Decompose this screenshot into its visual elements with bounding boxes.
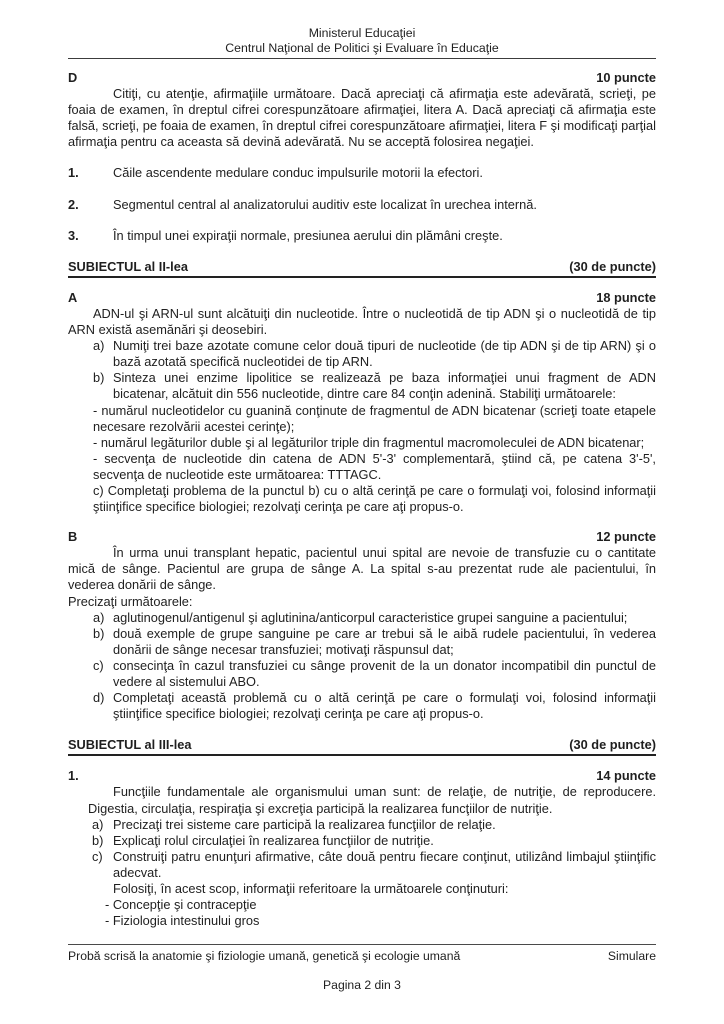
task-marker: d) <box>93 690 105 706</box>
task-text: două exemple de grupe sanguine pe care ar trebui să le aibă rudele pacientului, în vederea donării de sânge necesar transfuziei; motivaţi răspunsul dat; <box>113 625 656 657</box>
part-a-points: 18 puncte <box>596 289 656 305</box>
part-a-requirement-2: - numărul legăturilor duble şi al legăturilor triple din fragmentul macromoleculei de ADN bicatenar; <box>93 434 645 450</box>
task-marker: c) <box>93 657 104 673</box>
center-name: Centrul Naţional de Politici şi Evaluare în Educaţie <box>225 40 499 55</box>
task-marker: a) <box>93 609 105 625</box>
task-text: Construiţi patru enunţuri afirmative, câte două pentru fiecare conţinut, utilizând limbajul ştiinţific adecvat. <box>113 848 656 880</box>
question-1-task-b <box>88 833 656 849</box>
task-text: Precizaţi trei sisteme care participă la realizarea funcţiilor de relaţie. <box>113 816 496 832</box>
part-a-task-b <box>68 370 656 402</box>
part-b-intro: În urma unui transplant hepatic, pacientul unui spital are nevoie de transfuzie cu o cantitate mică de sânge. Pacientul are grupa de sânge A. La spital s-au prezentat rude ale pacientului, în vederea donării de sânge. <box>68 545 656 593</box>
section-d-intro: Citiţi, cu atenţie, afirmaţiile următoare. Dacă apreciaţi că afirmaţia este adevărată, scrieţi, pe foaia de examen, în dreptul cifrei corespunzătoare afirmaţiei, litera A. Dacă apreciaţi că afirmaţia este falsă, scrieţi, pe foaia de examen, în dreptul cifrei corespunzătoare afirmaţiei, litera F şi modificaţi parţial afirmaţia pentru ca aceasta să devină adevărată. Nu se acceptă folosirea negaţiei. <box>68 86 656 150</box>
question-1-instruction: Folosiţi, în acest scop, informaţii referitoare la următoarele conţinuturi: <box>113 881 509 897</box>
question-1-task-a <box>88 817 656 833</box>
statement-number: 3. <box>68 227 79 243</box>
subject2-title: SUBIECTUL al II-lea <box>68 258 188 274</box>
statement-item-2 <box>68 197 656 213</box>
task-text: Numiţi trei baze azotate comune celor două tipuri de nucleotide (de tip ADN şi de tip ARN) şi o bază azotată specifică nucleotidei de tip ARN. <box>113 338 656 370</box>
ministry-name: Ministerul Educaţiei <box>308 26 416 40</box>
part-b-points: 12 puncte <box>596 529 656 545</box>
part-a-requirement-1: - numărul nucleotidelor cu guanină conţinute de fragmentul de ADN bicatenar (scrieţi toate etapele necesare rezolvării acestei cerinţe); <box>93 402 656 434</box>
question-1-points: 14 puncte <box>596 768 656 784</box>
section-d-label: D <box>68 70 78 85</box>
task-text: consecinţa în cazul transfuziei cu sânge provenit de la un donator incompatibil din punctul de vedere al sistemului ABO. <box>113 657 656 689</box>
task-marker: b) <box>93 370 105 386</box>
statement-item-3 <box>68 228 656 244</box>
task-marker: c) <box>92 848 103 864</box>
subject3-points: (30 de puncte) <box>569 737 656 753</box>
task-marker: b) <box>93 625 105 641</box>
document-header <box>68 0 656 59</box>
part-a-task-c: c) Completaţi problema de la punctul b) cu o altă cerinţă pe care o formulaţi voi, folosind informaţii ştiinţifice specifice biologiei; rezolvaţi cerinţa pe care aţi propus-o. <box>93 482 656 515</box>
content-topic-2: - Fiziologia intestinului gros <box>105 913 260 929</box>
task-marker: a) <box>92 816 104 832</box>
statement-text: Segmentul central al analizatorului auditiv este localizat în urechea internă. <box>113 196 537 212</box>
subject2-heading <box>68 259 656 278</box>
section-d-points: 10 puncte <box>596 70 656 85</box>
part-b-task-c <box>68 658 656 690</box>
task-text: Completaţi această problemă cu o altă cerinţă pe care o formulaţi voi, folosind informaţii ştiinţifice specifice biologiei; rezolvaţi cerinţa pe care aţi propus-o. <box>113 690 656 722</box>
footer-row <box>68 944 656 964</box>
part-b-label: B <box>68 529 78 545</box>
statement-item-1 <box>68 165 656 181</box>
part-b-task-b <box>68 626 656 658</box>
content-topic-1: - Concepţie şi contracepţie <box>105 897 257 913</box>
part-a-requirement-3: - secvenţa de nucleotide din catena de ADN 5'-3' complementară, ştiind că, pe catena 3'-5', secvenţa de nucleotide este următoarea: TTTAGC. <box>93 450 656 482</box>
task-text: Explicaţi rolul circulaţiei în realizarea funcţiilor de nutriţie. <box>113 832 434 848</box>
part-a-label: A <box>68 289 78 305</box>
part-a-intro: ADN-ul şi ARN-ul sunt alcătuiţi din nucleotide. Între o nucleotidă de tip ADN şi o nucleotidă de tip ARN există asemănări şi deosebiri. <box>68 305 656 338</box>
subject3-heading <box>68 737 656 756</box>
subject3-title: SUBIECTUL al III-lea <box>68 737 192 753</box>
statement-number: 2. <box>68 196 79 212</box>
task-marker: b) <box>92 832 104 848</box>
section-d-header <box>68 70 656 86</box>
question-1-task-c <box>88 849 656 881</box>
question-1-body <box>68 784 656 929</box>
question-1-header <box>68 768 656 784</box>
subject2-points: (30 de puncte) <box>569 258 656 274</box>
part-b-task-a <box>68 610 656 626</box>
footer-exam-name: Probă scrisă la anatomie şi fiziologie umană, genetică şi ecologie umană <box>68 949 461 963</box>
task-marker: a) <box>93 338 105 354</box>
footer-variant: Simulare <box>607 949 656 963</box>
question-1-intro: Funcţiile fundamentale ale organismului uman sunt: de relaţie, de nutriţie, de reproducere. Digestia, circulaţia, respiraţia şi excreţia participă la realizarea funcţiilor de nutriţie. <box>88 784 656 816</box>
task-text: Sinteza unei enzime lipolitice se realizează pe baza informaţiei unui fragment de ADN bicatenar, alcătuit din 556 nucleotide, dintre care 84 conţin adenină. Stabiliţi următoarele: <box>113 370 656 402</box>
page-number: Pagina 2 din 3 <box>323 978 401 992</box>
question-1-label: 1. <box>68 768 79 784</box>
part-a-header <box>68 290 656 306</box>
statement-text: Căile ascendente medulare conduc impulsurile motorii la efectori. <box>113 165 483 181</box>
statement-number: 1. <box>68 165 79 181</box>
part-b-lead: Precizaţi următoarele: <box>68 593 193 609</box>
part-b-task-d <box>68 690 656 722</box>
task-text: aglutinogenul/antigenul şi aglutinina/anticorpul caracteristice grupei sanguine a pacientului; <box>113 609 628 625</box>
part-b-header <box>68 529 656 545</box>
document-footer <box>68 944 656 993</box>
part-a-task-a <box>68 338 656 370</box>
statement-text: În timpul unei expiraţii normale, presiunea aerului din plămâni creşte. <box>113 227 503 243</box>
